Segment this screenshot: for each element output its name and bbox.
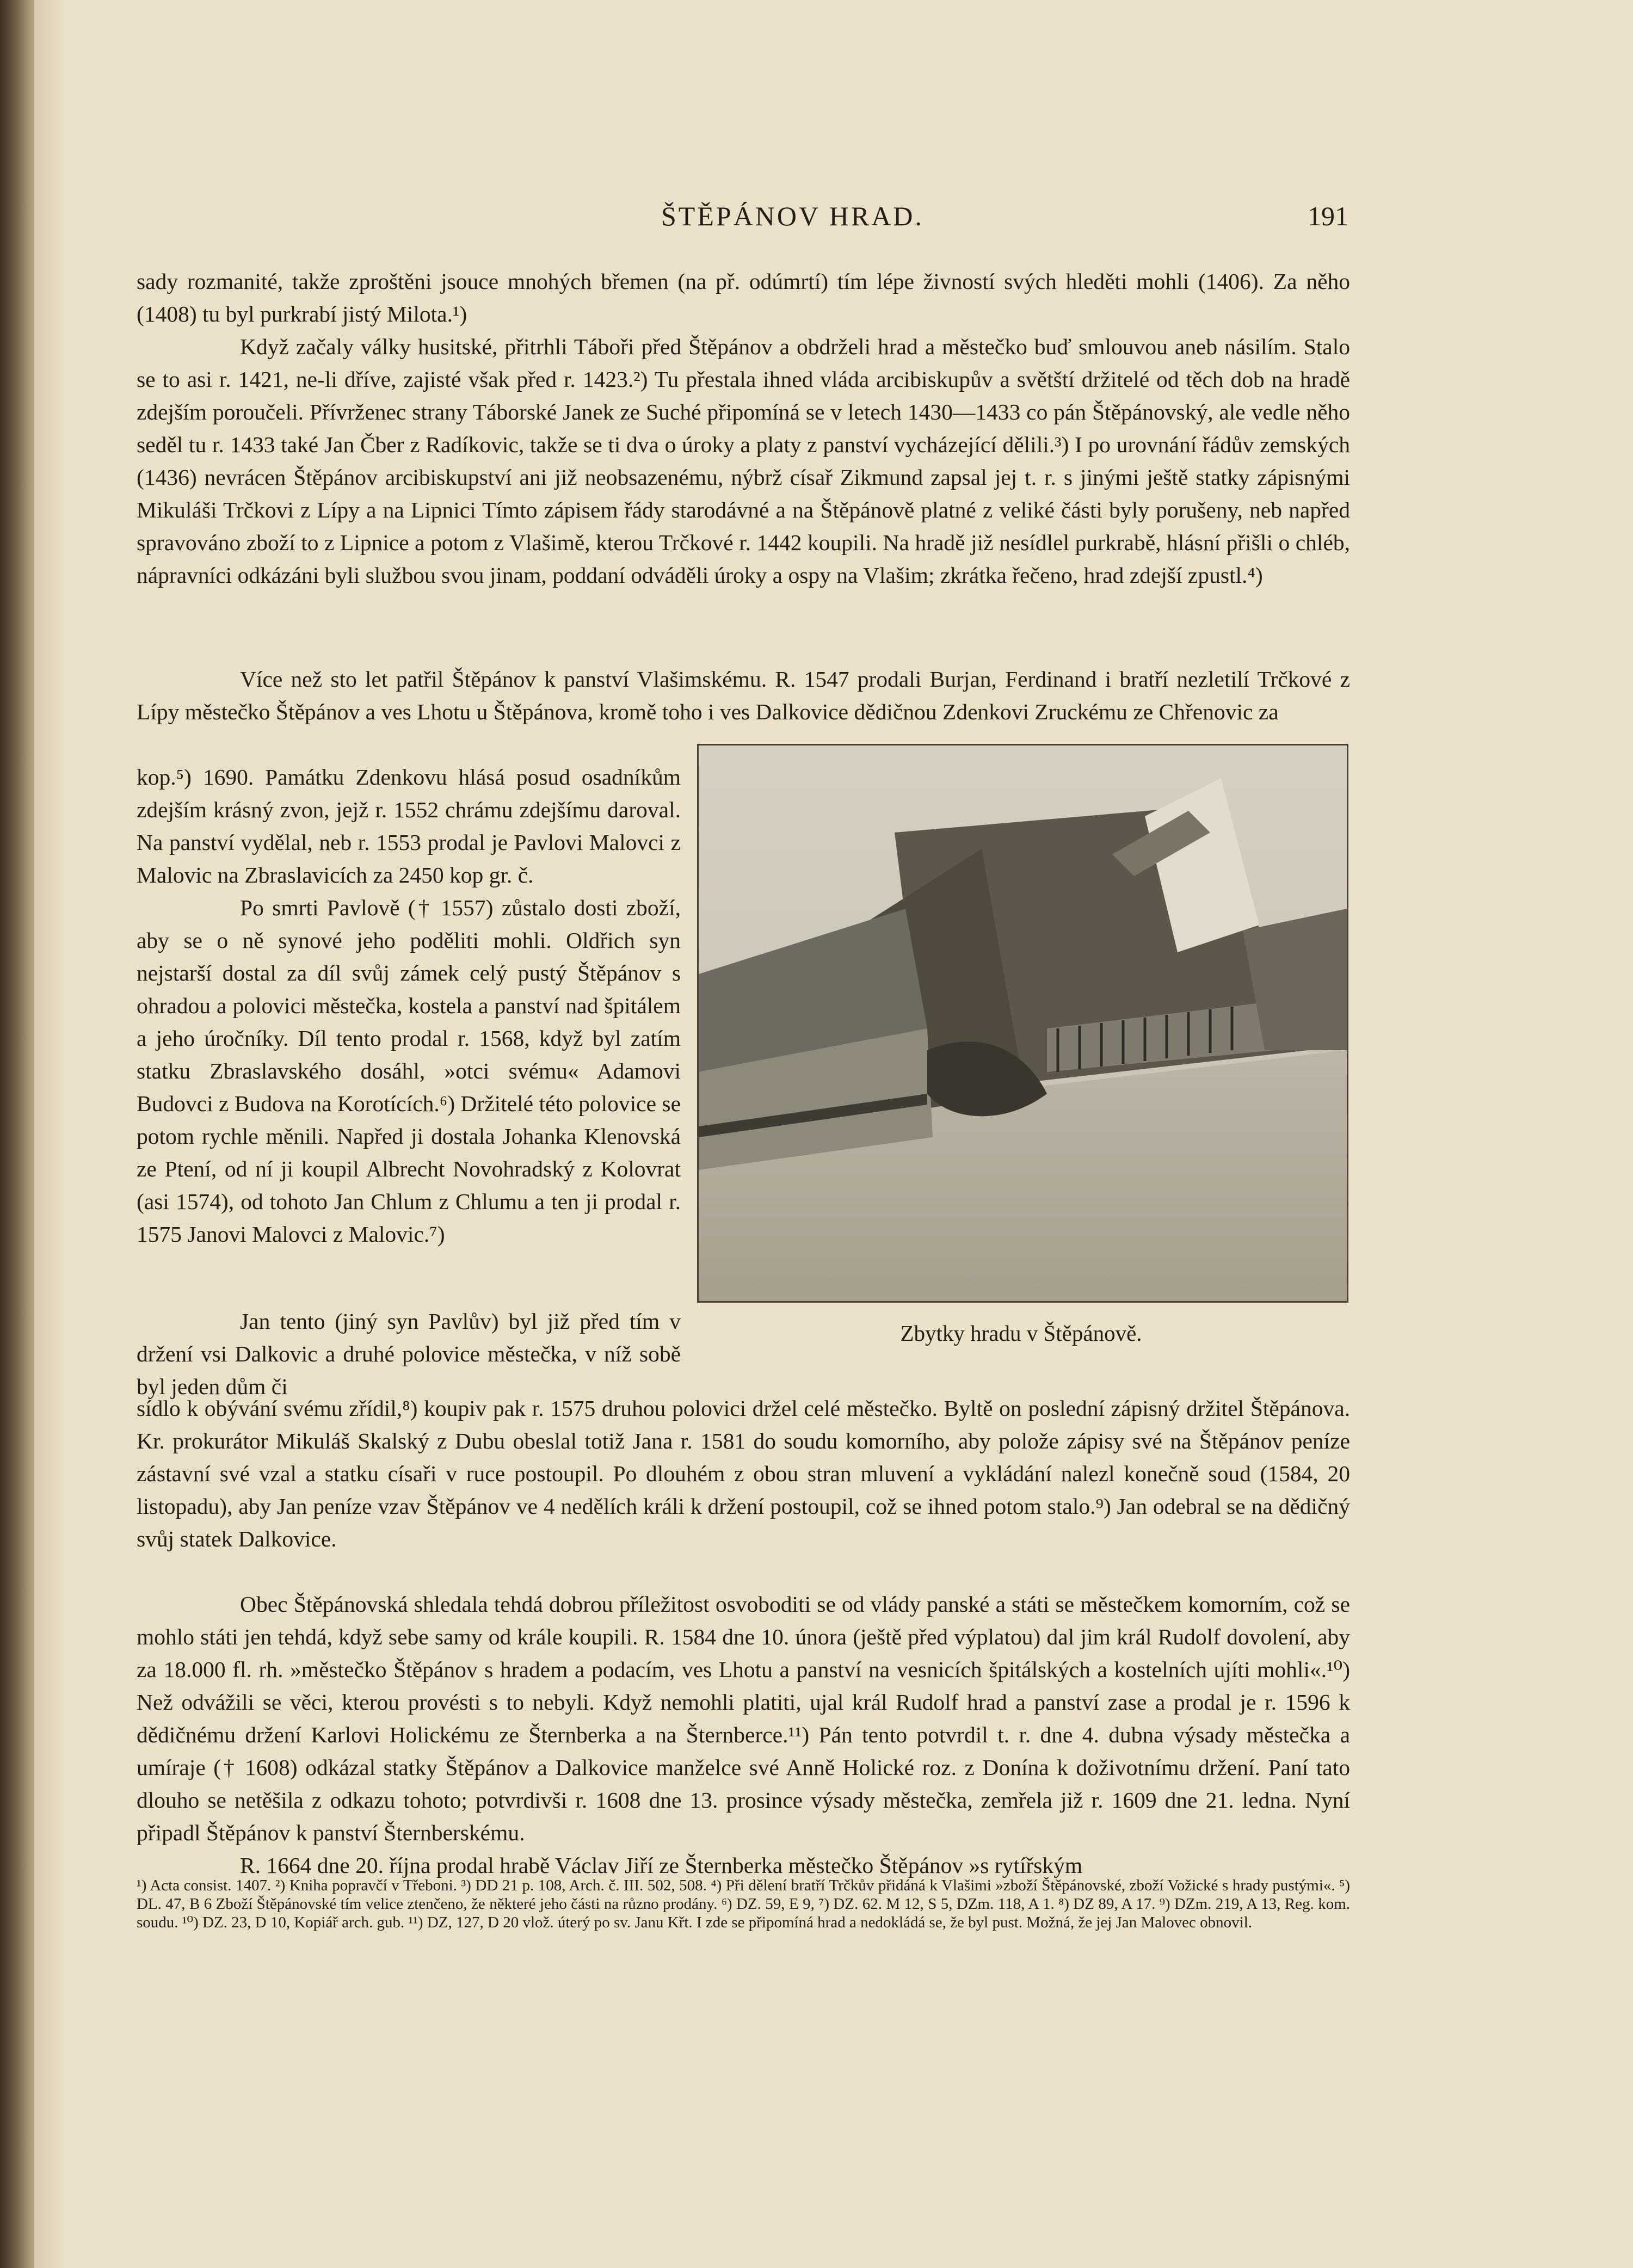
paragraph-8: Obec Štěpánovská shledala tehdá dobrou příležitost osvoboditi se od vlády panské a státi se městečkem komorním, což se mohlo státi jen tehdá, když sebe samy od krále koupili. R. 1584 dne 10. února (ještě před výplatou) dal jim král Rudolf dovolení, aby za 18.000 fl. rh. »městečko Štěpánov s hradem a podacím, ves Lhotu a panství na vesnicích špitálských a kostelních ujíti mohli«.¹⁰) Než odvážili se věci, kterou provésti s to nebyli. Když nemohli platiti, ujal král Rudolf hrad a panství zase a prodal je r. 1596 k dědičnému držení Karlovi Holickému ze Šternberka a na Šternberce.¹¹) Pán tento potvrdil t. r. dne 4. dubna výsady městečka a umíraje († 1608) odkázal statky Štěpánov a Dalkovice manželce své Anně Holické roz. z Donína k doživotnímu držení. Paní tato dlouho se netěšila z odkazu tohoto; potvrdivši r. 1608 dne 13. prosince výsady městečka, zemřela již r. 1609 dne 21. ledna. Nyní připadl Štěpánov k panství Šternberskému.: [137, 1592, 1350, 1845]
paragraph-2-text: Když začaly války husitské, přitrhli Táboři před Štěpánov a obdrželi hrad a městečko buď smlouvou aneb násilím. Stalo se to asi r. 1421, ne-li dříve, zajisté však před r. 1423.²) Tu přestala ihned vláda arcibiskupův a světští držitelé od těch dob na hradě zdejším poroučeli. Přívrženec strany Táborské Janek ze Suché připomíná se v letech 1430—1433 co pán Štěpánovský, ale vedle něho seděl tu r. 1433 také Jan Čber z Radíkovic, takže se ti dva o úroky a platy z panství vycházející dělili.³) I po urovnání řádův zemských (1436) nevrácen Štěpánov arcibiskupství ani již neobsazenému, nýbrž císař Zikmund zapsal jej t. r. s jinými ještě statky zápisnými Mikuláši Trčkovi z Lípy a na Lipnici Tímto zápisem řády starodávné a na Štěpánově platné z veliké části byly porušeny, neb napřed spravováno zboží to z Lipnice a potom z Vlašimě, kterou Trčkové r. 1442 koupili. Na hradě již nesídlel purkrabě, hlásní přišli o chléb, nápravníci odkázáni byli službou svou jinam, poddaní odváděli úroky a ospy na Vlašim; zkrátka řečeno, hrad zdejší zpustl.⁴): [137, 334, 1350, 588]
illustration-castle-ruins: [697, 744, 1348, 1303]
paragraph-4: kop.⁵) 1690. Památku Zdenkovu hlásá posud osadníkům zdejším krásný zvon, jejž r. 1552 chrámu zdejšímu daroval. Na panství vydělal, neb r. 1553 prodal je Pavlovi Malovci z Malovic na Zbraslavicích za 2450 kop gr. č.: [137, 765, 681, 888]
paragraph-9: R. 1664 dne 20. října prodal hrabě Václav Jiří ze Šternberka městečko Štěpánov »s rytířským: [240, 1853, 1083, 1878]
page-number: 191: [1308, 201, 1348, 231]
footnotes: [137, 1876, 1350, 1932]
figure-caption: Zbytky hradu v Štěpánově.: [900, 1321, 1142, 1346]
page-header-title: ŠTĚPÁNOV HRAD.: [661, 201, 924, 231]
paragraph-1-text: sady rozmanité, takže zproštěni jsouce mnohých břemen (na př. odúmrtí) tím lépe živností svých hleděti mohli (1406). Za něho (1408) tu byl purkrabí jistý Milota.¹): [137, 269, 1350, 326]
paragraph-5: Po smrti Pavlově († 1557) zůstalo dosti zboží, aby se o ně synové jeho poděliti mohli. Oldřich syn nejstarší dostal za díl svůj zámek celý pustý Štěpánov s ohradou a polovici městečka, kostela a panství nad špitálem a jeho úročníky. Díl tento prodal r. 1568, když byl zatím statku Zbraslavského dosáhl, »otci svému« Adamovi Budovci z Budova na Korotících.⁶) Držitelé této polovice se potom rychle měnili. Napřed ji dostala Johanka Klenovská ze Ptení, od ní ji koupil Albrecht Novohradský z Kolovrat (asi 1574), od tohoto Jan Chlum z Chlumu a ten ji prodal r. 1575 Janovi Malovci z Malovic.⁷): [137, 895, 681, 1247]
paragraph-1: [137, 265, 1350, 591]
book-spine: [0, 0, 34, 2268]
castle-ruin-illustration-icon: [699, 745, 1347, 1301]
paragraph-6: Jan tento (jiný syn Pavlův) byl již před tím v držení vsi Dalkovic a druhé polovice městečka, v níž sobě byl jeden dům či: [137, 1309, 681, 1399]
paragraph-3: Více než sto let patřil Štěpánov k panství Vlašimskému. R. 1547 prodali Burjan, Ferdinand i bratří nezletilí Trčkové z Lípy městečko Štěpánov a ves Lhotu u Štěpánova, kromě toho i ves Dalkovice dědičnou Zdenkovi Zruckému ze Chřenovic za: [137, 667, 1350, 724]
paragraph-7: sídlo k obývání svému zřídil,⁸) koupiv pak r. 1575 druhou polovici držel celé městečko. Byltě on poslední zápisný držitel Štěpánova. Kr. prokurátor Mikuláš Skalský z Dubu obeslal totiž Jana r. 1581 do soudu komorního, aby polože zápisy své na Štěpánov peníze zástavní své vzal a statku císaři v ruce postoupil. Po dlouhém z obou stran mluvení a vykládání nalezl konečně soud (1584, 20 listopadu), aby Jan peníze vzav Štěpánov ve 4 nedělích králi k držení postoupil, což se ihned potom stalo.⁹) Jan odebral se na dědičný svůj statek Dalkovice.: [137, 1396, 1350, 1551]
footnote-block: ¹) Acta consist. 1407. ²) Kniha popravčí v Třeboni. ³) DD 21 p. 108, Arch. č. III. 502, 508. ⁴) Při dělení bratří Trčkův přidáná k Vlašimi »zboží Štěpánovské, zboží Vožické s hrady pustými«. ⁵) DL. 47, B 6 Zboží Štěpánovské tím velice ztenčeno, že některé jeho části na různo prodány. ⁶) DZ. 59, E 9, ⁷) DZ. 62. M 12, S 5, DZm. 118, A 1. ⁸) DZ 89, A 17. ⁹) DZm. 219, A 13, Reg. kom. soudu. ¹⁰) DZ. 23, D 10, Kopiář arch. gub. ¹¹) DZ, 127, D 20 vlož. úterý po sv. Janu Křt. I zde se připomíná hrad a nedokládá se, že byl pust. Možná, že jej Jan Malovec obnovil.: [137, 1877, 1350, 1931]
